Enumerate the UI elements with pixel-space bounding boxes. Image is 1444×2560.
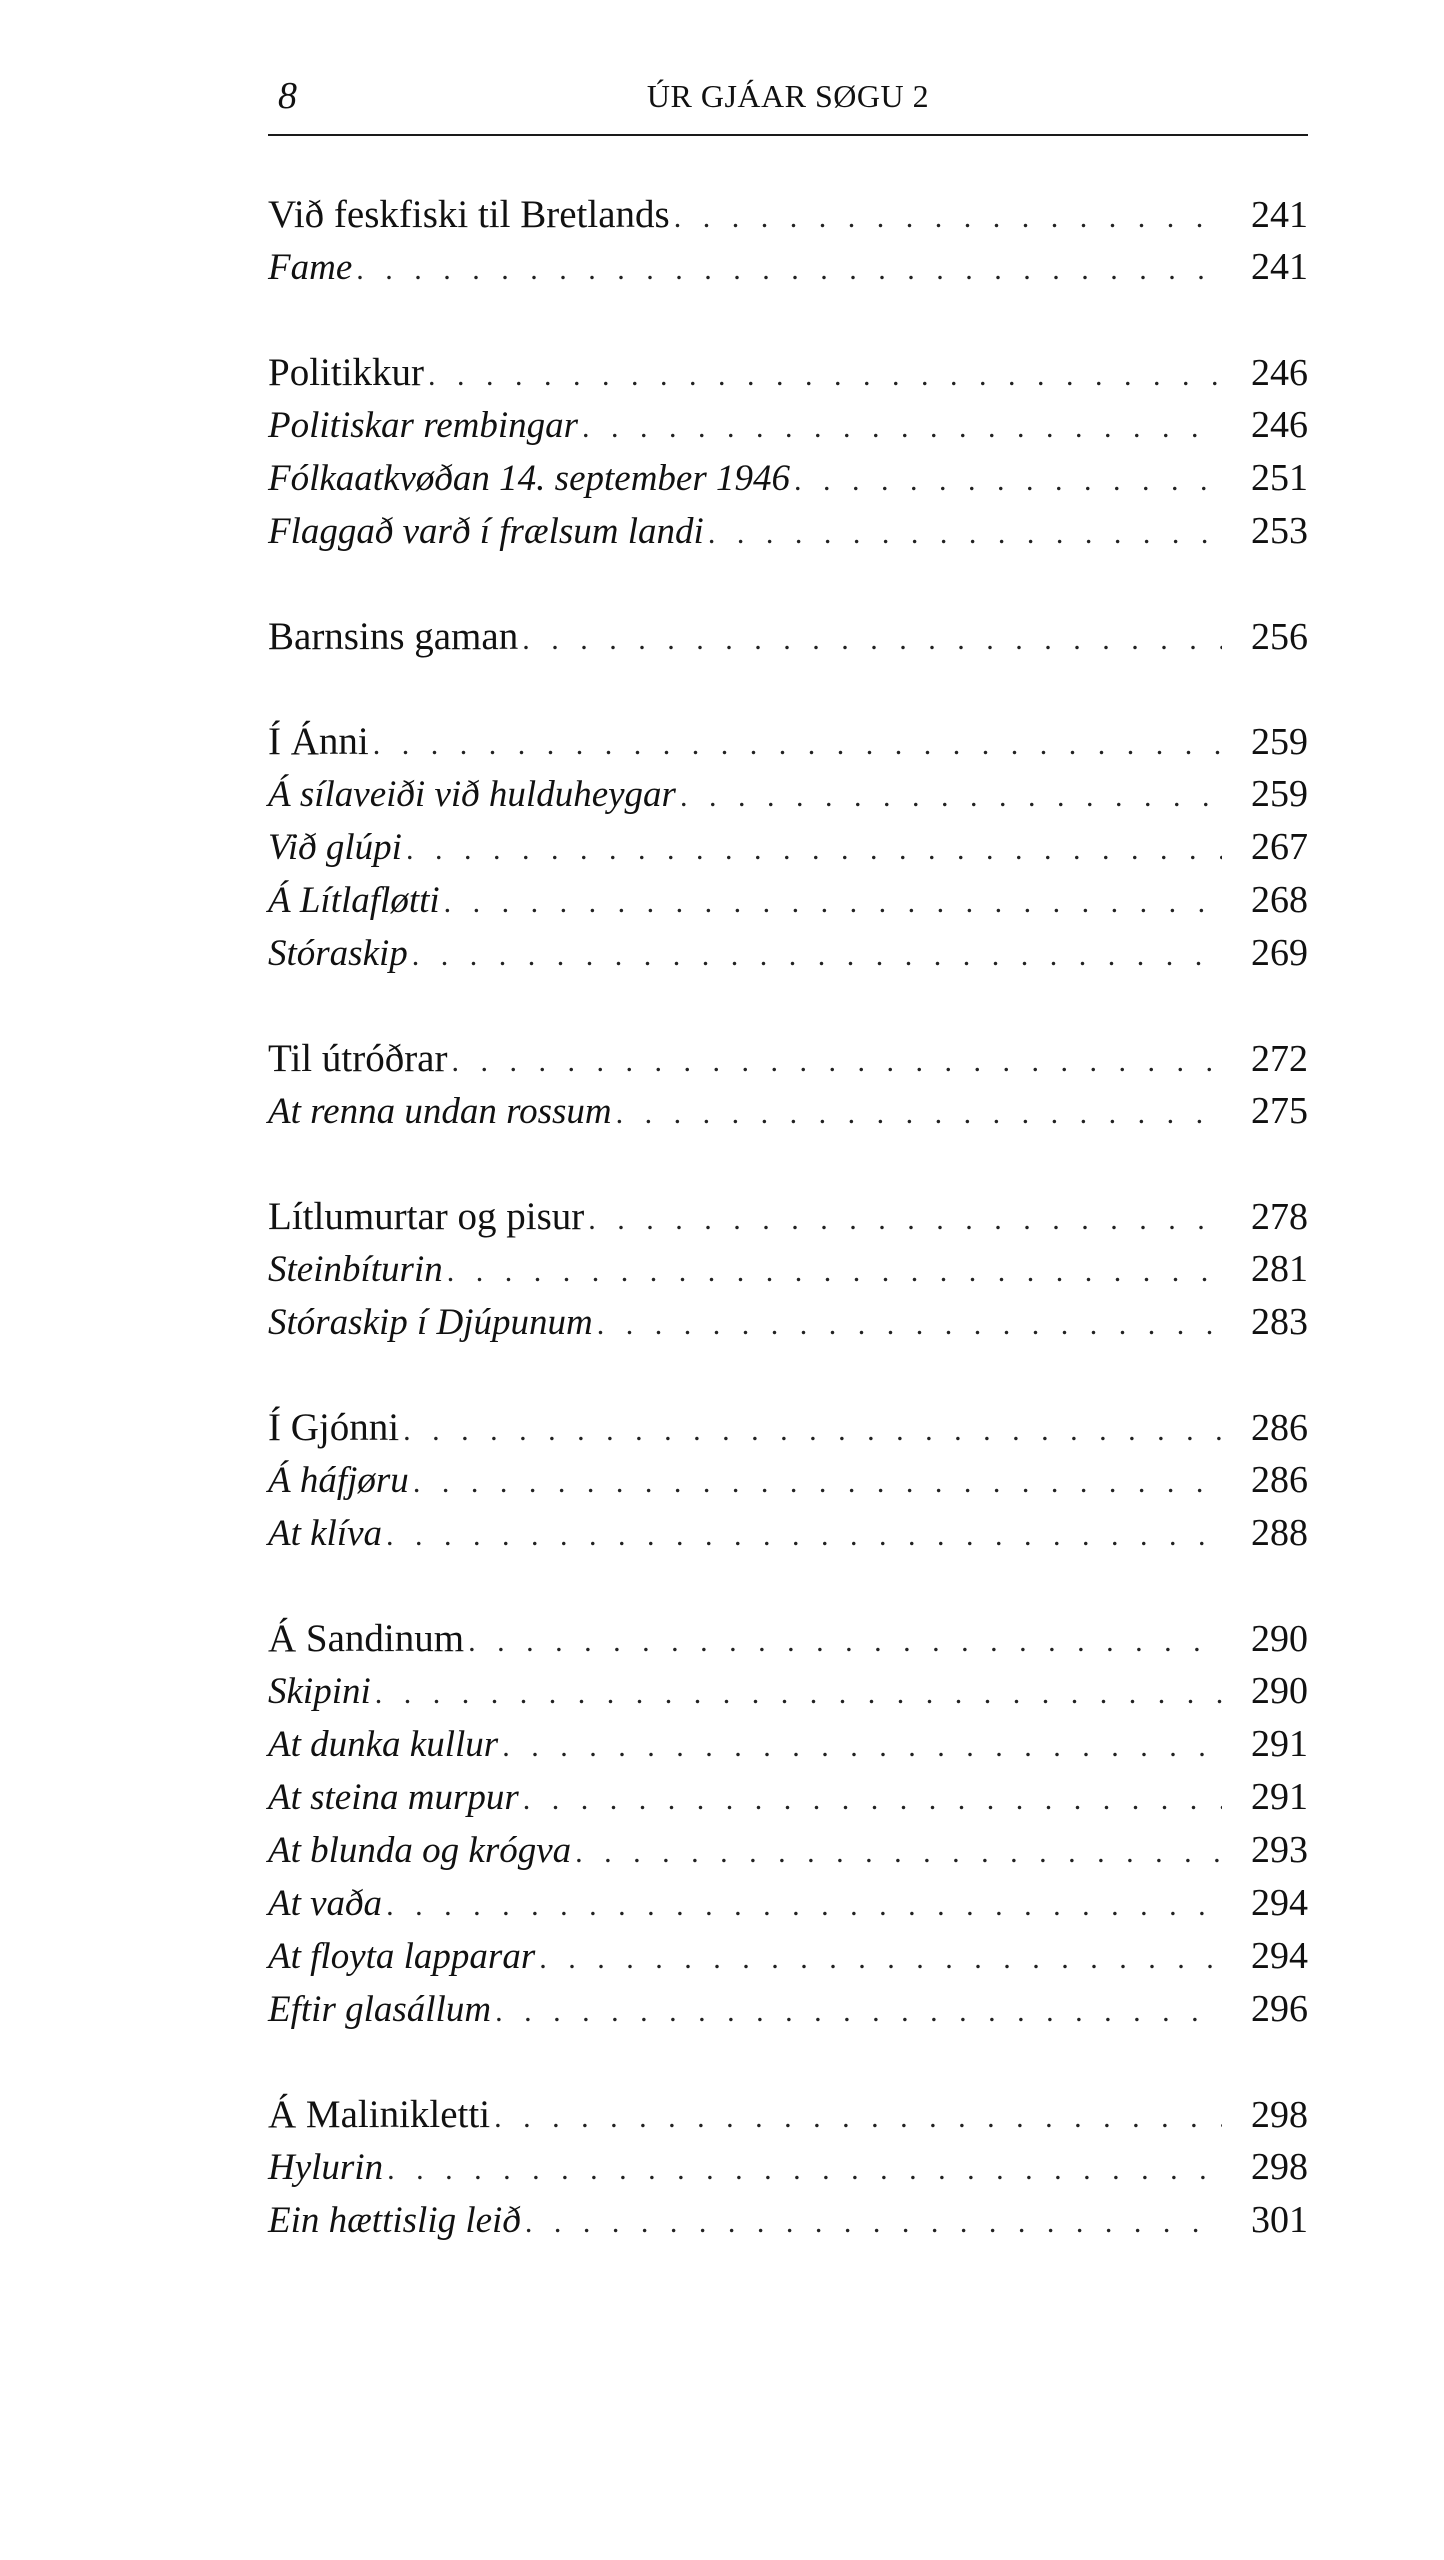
toc-section-entry [268, 1190, 1308, 1243]
toc-subentry-title: Stóraskip í Djúpunum [268, 1302, 593, 1343]
toc-page-number: 290 [1251, 1670, 1308, 1712]
toc-page-number: 283 [1251, 1301, 1308, 1343]
toc-subentry-title: Fólkaatkvøðan 14. september 1946 [268, 458, 790, 499]
dot-leader [375, 1667, 1222, 1720]
toc-page-number: 288 [1251, 1512, 1308, 1554]
toc-section-entry [268, 188, 1308, 241]
toc-subentry-title: Politiskar rembingar [268, 405, 579, 446]
toc-subentry-title: At vaða [268, 1883, 383, 1924]
toc-group [268, 1190, 1308, 1349]
toc-group [268, 1032, 1308, 1138]
toc-section-entry [268, 1032, 1308, 1085]
dot-leader [794, 454, 1222, 507]
toc-subentry [268, 1824, 1308, 1877]
toc-subentry-title: Eftir glasállum [268, 1989, 492, 2030]
toc-section-title: Við feskfiski til Bretlands [268, 193, 670, 236]
toc-page-number: 298 [1251, 2094, 1308, 2136]
toc-page-number: 259 [1251, 721, 1308, 763]
dot-leader [523, 1773, 1222, 1826]
toc-subentry [268, 1507, 1308, 1560]
toc-subentry-title: Á Lítlafløtti [268, 880, 440, 921]
dot-leader [412, 929, 1222, 982]
toc-subentry [268, 1665, 1308, 1718]
toc-subentry-title: Hylurin [268, 2147, 384, 2188]
toc-page-number: 286 [1251, 1459, 1308, 1501]
toc-subentry [268, 1877, 1308, 1930]
toc-section-title: Í Ánni [268, 720, 369, 763]
toc-page-number: 253 [1251, 510, 1308, 552]
toc-subentry-title: At klíva [268, 1513, 383, 1554]
dot-leader [494, 2091, 1222, 2144]
dot-leader [451, 1035, 1222, 1088]
toc-subentry [268, 1243, 1308, 1296]
toc-page-number: 298 [1251, 2146, 1308, 2188]
toc-section-title: Barnsins gaman [268, 615, 519, 658]
toc-page-number: 246 [1251, 404, 1308, 446]
toc-group [268, 346, 1308, 558]
toc-section-entry [268, 1401, 1308, 1454]
dot-leader [356, 243, 1222, 296]
toc-page-number: 296 [1251, 1988, 1308, 2030]
toc-page-number: 272 [1251, 1038, 1308, 1080]
toc-subentry [268, 241, 1308, 294]
dot-leader [582, 401, 1222, 454]
toc-section-entry [268, 610, 1308, 663]
running-head [268, 72, 1308, 132]
toc-subentry-title: At renna undan rossum [268, 1091, 612, 1132]
toc-subentry-title: Fame [268, 247, 353, 288]
toc-subentry [268, 2194, 1308, 2247]
toc-group [268, 715, 1308, 980]
dot-leader [708, 507, 1222, 560]
dot-leader [403, 1404, 1222, 1457]
toc-page-number: 246 [1251, 352, 1308, 394]
dot-leader [495, 1985, 1222, 2038]
dot-leader [447, 1245, 1222, 1298]
toc-subentry [268, 1454, 1308, 1507]
toc-subentry [268, 2141, 1308, 2194]
dot-leader [616, 1087, 1222, 1140]
toc-subentry [268, 1296, 1308, 1349]
toc-page-number: 291 [1251, 1776, 1308, 1818]
toc-subentry [268, 1718, 1308, 1771]
toc-section-entry [268, 346, 1308, 399]
dot-leader [387, 2143, 1222, 2196]
toc-subentry [268, 399, 1308, 452]
toc-page-number: 294 [1251, 1882, 1308, 1924]
dot-leader [428, 349, 1222, 402]
dot-leader [575, 1826, 1222, 1879]
toc-subentry-title: Stóraskip [268, 933, 408, 974]
toc-subentry-title: Á háfjøru [268, 1460, 409, 1501]
dot-leader [502, 1720, 1222, 1773]
toc-page-number: 256 [1251, 616, 1308, 658]
dot-leader [386, 1879, 1222, 1932]
toc-group [268, 1401, 1308, 1560]
toc-page-number: 293 [1251, 1829, 1308, 1871]
toc-subentry [268, 1771, 1308, 1824]
toc-page-number: 290 [1251, 1618, 1308, 1660]
toc-page-number: 294 [1251, 1935, 1308, 1977]
toc-subentry-title: Flaggað varð í frælsum landi [268, 511, 704, 552]
dot-leader [674, 191, 1222, 244]
toc-page-number: 251 [1251, 457, 1308, 499]
dot-leader [597, 1298, 1222, 1351]
toc-section-title: Á Malinikletti [268, 2093, 491, 2136]
toc-page-number: 275 [1251, 1090, 1308, 1132]
toc-page-number: 278 [1251, 1196, 1308, 1238]
toc-subentry [268, 1085, 1308, 1138]
toc-subentry [268, 821, 1308, 874]
toc-subentry-title: Steinbíturin [268, 1249, 443, 1290]
toc-subentry-title: At floyta lapparar [268, 1936, 536, 1977]
toc-group [268, 1612, 1308, 2036]
toc-subentry [268, 1983, 1308, 2036]
toc-subentry [268, 874, 1308, 927]
toc-subentry-title: Ein hættislig leið [268, 2200, 521, 2241]
dot-leader [525, 2196, 1222, 2249]
dot-leader [373, 718, 1222, 771]
dot-leader [539, 1932, 1222, 1985]
toc-subentry-title: At dunka kullur [268, 1724, 499, 1765]
header-rule [268, 134, 1308, 136]
toc-page-number: 281 [1251, 1248, 1308, 1290]
toc-section-title: Til útróðrar [268, 1037, 448, 1080]
running-title: ÚR GJÁAR SØGU 2 [646, 78, 930, 114]
table-of-contents [268, 188, 1308, 2299]
toc-subentry [268, 1930, 1308, 1983]
toc-page-number: 269 [1251, 932, 1308, 974]
dot-leader [413, 1456, 1222, 1509]
toc-subentry-title: Skipini [268, 1671, 371, 1712]
dot-leader [588, 1193, 1222, 1246]
toc-subentry-title: At steina murpur [268, 1777, 519, 1818]
page-number: 8 [278, 75, 297, 117]
toc-section-title: Á Sandinum [268, 1617, 465, 1660]
toc-section-entry [268, 715, 1308, 768]
toc-subentry-title: Á sílaveiði við hulduheygar [268, 774, 676, 815]
toc-page-number: 267 [1251, 826, 1308, 868]
toc-section-title: Politikkur [268, 351, 425, 394]
toc-section-title: Lítlumurtar og pisur [268, 1195, 585, 1238]
toc-page-number: 286 [1251, 1407, 1308, 1449]
toc-page-number: 291 [1251, 1723, 1308, 1765]
toc-subentry-title: Við glúpi [268, 827, 402, 868]
toc-section-entry [268, 2088, 1308, 2141]
dot-leader [386, 1509, 1222, 1562]
dot-leader [406, 823, 1222, 876]
toc-page-number: 268 [1251, 879, 1308, 921]
toc-section-title: Í Gjónni [268, 1406, 400, 1449]
toc-subentry [268, 505, 1308, 558]
toc-page-number: 241 [1251, 246, 1308, 288]
toc-subentry [268, 768, 1308, 821]
toc-page-number: 241 [1251, 194, 1308, 236]
toc-subentry [268, 452, 1308, 505]
toc-section-entry [268, 1612, 1308, 1665]
dot-leader [444, 876, 1222, 929]
toc-group [268, 610, 1308, 663]
toc-page-number: 259 [1251, 773, 1308, 815]
toc-page-number: 301 [1251, 2199, 1308, 2241]
dot-leader [680, 770, 1222, 823]
toc-subentry [268, 927, 1308, 980]
dot-leader [522, 613, 1222, 666]
toc-subentry-title: At blunda og krógva [268, 1830, 572, 1871]
toc-group [268, 188, 1308, 294]
dot-leader [468, 1615, 1222, 1668]
toc-group [268, 2088, 1308, 2247]
